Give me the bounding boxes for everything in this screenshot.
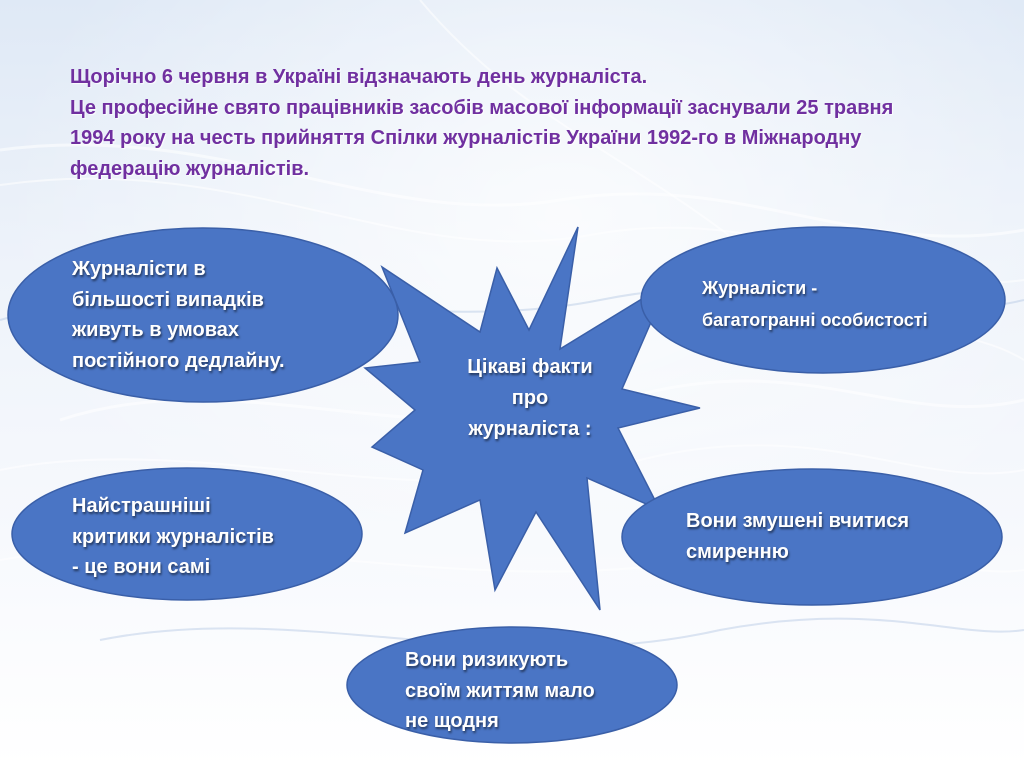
- fact-line: - це вони самі: [72, 556, 211, 578]
- fact-line: своїм життям мало: [405, 679, 595, 702]
- center-line: журналіста :: [468, 418, 592, 440]
- fact-line: постійного дедлайну.: [72, 349, 285, 372]
- fact-line: Вони ризикують: [405, 649, 569, 671]
- fact-line: Журналісти в: [72, 258, 206, 280]
- intro-paragraph: [70, 62, 1000, 184]
- fact-line: Вони змушені вчитися: [686, 510, 909, 532]
- fact-critics-text: [72, 491, 274, 583]
- intro-line: 1994 року на честь прийняття Спілки журналістів України 1992-го в Міжнародну: [70, 127, 862, 149]
- fact-line: більшості випадків: [72, 288, 264, 311]
- fact-humility-text: [686, 506, 909, 567]
- intro-line: Це професійне свято працівників засобів масової інформації заснували 25 травня: [70, 96, 894, 119]
- intro-line: федерацію журналістів.: [70, 157, 310, 180]
- fact-multifaceted-text: [702, 272, 928, 336]
- fact-line: критики журналістів: [72, 525, 274, 548]
- center-star-label: [440, 352, 620, 445]
- fact-deadline-text: [72, 254, 285, 376]
- center-line: про: [511, 387, 549, 409]
- fact-line: Найстрашніші: [72, 495, 211, 517]
- fact-line: Журналісти -: [702, 278, 818, 298]
- fact-line: не щодня: [405, 710, 499, 732]
- fact-line: багатогранні особистості: [702, 310, 928, 330]
- fact-line: смиренню: [686, 540, 789, 563]
- fact-line: живуть в умовах: [72, 319, 240, 341]
- intro-line: Щорічно 6 червня в Україні відзначають день журналіста.: [70, 66, 648, 88]
- center-line: Цікаві факти: [467, 356, 593, 378]
- fact-risk-text: [405, 645, 595, 737]
